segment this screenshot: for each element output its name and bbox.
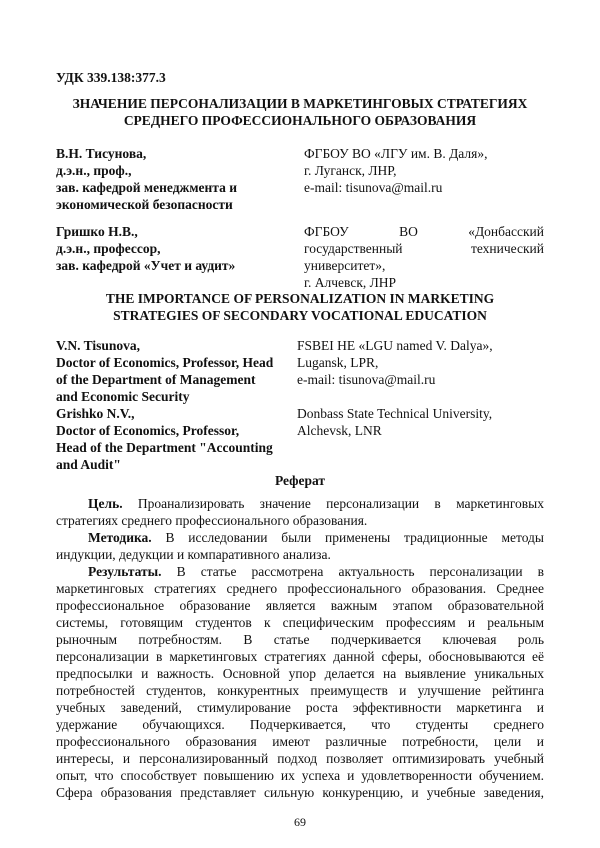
author-en-line: and Audit" xyxy=(56,457,121,472)
author-en-line: Grishko N.V., xyxy=(56,406,135,421)
title-english-line: STRATEGIES OF SECONDARY VOCATIONAL EDUCATION xyxy=(113,308,487,323)
results-label: Результаты. xyxy=(88,564,162,579)
title-english-line: THE IMPORTANCE OF PERSONALIZATION IN MARKETING xyxy=(105,291,495,306)
affiliation1-city: г. Луганск, ЛНР, xyxy=(304,163,397,178)
affiliation2-en-org: Donbass State Technical University, xyxy=(297,406,493,421)
goal-paragraph xyxy=(56,495,544,529)
affiliation1-russian xyxy=(304,145,488,196)
title-russian-line: СРЕДНЕГО ПРОФЕССИОНАЛЬНОГО ОБРАЗОВАНИЯ xyxy=(123,113,477,128)
method-paragraph xyxy=(56,529,544,563)
title-russian xyxy=(48,95,552,129)
author1-name: В.Н. Тисунова, xyxy=(56,146,147,161)
affiliation1-email: e-mail: tisunova@mail.ru xyxy=(304,180,443,195)
author2-position: зав. кафедрой «Учет и аудит» xyxy=(56,258,236,273)
author2-russian xyxy=(56,223,235,274)
paragraph-line: учебных заведений, стимулирование роста эффективности маркетинга и xyxy=(56,700,544,715)
affiliation2-russian xyxy=(304,223,544,291)
paragraph-line: персонализации в маркетинговых стратегиях данной сферы, обосновываются её xyxy=(56,649,544,664)
paragraph-line: стратегиях среднего профессионального образования. xyxy=(56,513,368,528)
author1-position: зав. кафедрой менеджмента и xyxy=(56,180,237,195)
affiliation2-line: университет», xyxy=(304,258,386,273)
affiliation2-en-city: Alchevsk, LNR xyxy=(297,423,382,438)
udc-code: УДК 339.138:377.3 xyxy=(56,70,166,85)
paragraph-line: интересы, и персонализированный подход позволяет оптимизировать учебный xyxy=(56,751,544,766)
affiliation1-en-email: e-mail: tisunova@mail.ru xyxy=(297,372,436,387)
paragraph-line: потребностей студентов, конкурентных преимуществ и улучшение рейтинга xyxy=(56,683,544,698)
affiliation1-en-org: FSBEI HE «LGU named V. Dalya», xyxy=(297,338,493,353)
affiliation2-city: г. Алчевск, ЛНР xyxy=(304,275,397,290)
author1-position: экономической безопасности xyxy=(56,197,233,212)
author-en-line: Head of the Department "Accounting xyxy=(56,440,273,455)
author-en-line: and Economic Security xyxy=(56,389,190,404)
abstract-heading: Реферат xyxy=(274,473,326,488)
affiliation1-org: ФГБОУ ВО «ЛГУ им. В. Даля», xyxy=(304,146,488,161)
affiliation2-english xyxy=(297,405,492,439)
author-en-line: Doctor of Economics, Professor, Head xyxy=(56,355,274,370)
author-en-line: of the Department of Management xyxy=(56,372,256,387)
paragraph-line: Цель. Проанализировать значение персонализации в маркетинговых xyxy=(88,496,544,511)
affiliation2-word: государственный xyxy=(304,241,403,256)
paragraph-line: удержание обучающихся. Подчеркивается, что студенты среднего xyxy=(56,717,544,732)
affiliation2-word: «Донбасский xyxy=(468,224,544,239)
paragraph-line: системы, готовящим студентов к специфическим профессиям и реальным xyxy=(56,615,544,630)
page-number: 69 xyxy=(294,815,306,829)
paragraph-line: опыт, что способствует повышению их успеха и удовлетворенности обучением. xyxy=(56,768,544,783)
affiliation2-line xyxy=(304,240,544,257)
authors-english xyxy=(56,337,273,473)
affiliation1-en-city: Lugansk, LPR, xyxy=(297,355,379,370)
paragraph-line: предпосылки и важность. Основной упор делается на выявление уникальных xyxy=(56,666,544,681)
paragraph-line: маркетинговых стратегиях среднего профессионального образования. Среднее xyxy=(56,581,544,596)
affiliation2-word: ФГБОУ xyxy=(304,224,349,239)
author2-name: Гришко Н.В., xyxy=(56,224,138,239)
author2-degree: д.э.н., профессор, xyxy=(56,241,161,256)
method-label: Методика. xyxy=(88,530,152,545)
affiliation1-english xyxy=(297,337,493,388)
results-paragraph xyxy=(56,563,544,801)
author1-russian xyxy=(56,145,237,213)
paragraph-line: профессионального образования имеют различные потребности, цели и xyxy=(56,734,544,749)
author-en-line: V.N. Tisunova, xyxy=(56,338,141,353)
paragraph-line: профессиональное образование является важным этапом образовательной xyxy=(56,598,544,613)
paragraph-line: рыночным потребностям. В статье подчеркивается ключевая роль xyxy=(56,632,544,647)
title-russian-line: ЗНАЧЕНИЕ ПЕРСОНАЛИЗАЦИИ В МАРКЕТИНГОВЫХ СТРАТЕГИЯХ xyxy=(72,96,528,111)
affiliation2-word: технический xyxy=(470,241,544,256)
author1-degree: д.э.н., проф., xyxy=(56,163,132,178)
author-en-line: Doctor of Economics, Professor, xyxy=(56,423,240,438)
paragraph-line: индукции, дедукции и компаративного анализа. xyxy=(56,547,331,562)
affiliation2-line xyxy=(304,223,544,240)
paragraph-line: Сфера образования представляет сильную конкуренцию, и учебные заведения, xyxy=(56,785,544,800)
goal-label: Цель. xyxy=(88,496,123,511)
affiliation2-word: ВО xyxy=(399,224,418,239)
paragraph-line: Результаты. В статье рассмотрена актуальность персонализации в xyxy=(88,564,544,579)
paragraph-line: Методика. В исследовании были применены традиционные методы xyxy=(88,530,544,545)
title-english xyxy=(48,290,552,324)
